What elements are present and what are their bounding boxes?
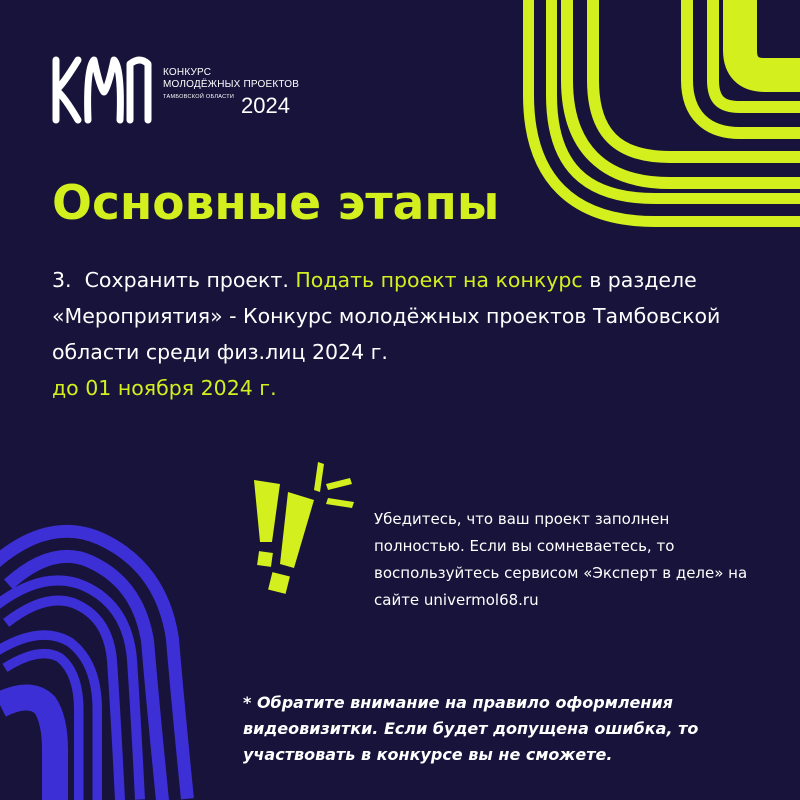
exclamation-icon <box>250 458 360 598</box>
step-deadline: до 01 ноября 2024 г. <box>52 376 277 400</box>
logo-region: ТАМБОВСКОЙ ОБЛАСТИ <box>163 94 235 100</box>
step-text-1: Сохранить проект. <box>84 268 289 292</box>
page-title: Основные этапы <box>52 176 500 231</box>
step-text-2: в разделе «Мероприятия» - Конкурс молодёжных проектов Тамбовской области среди физ.лиц 2024 г. <box>52 268 721 364</box>
step-paragraph <box>52 262 752 406</box>
logo-mark <box>48 48 158 128</box>
logo-line-1: КОНКУРС <box>163 67 212 78</box>
footnote: * Обратите внимание на правило оформления видеовизитки. Если будет допущена ошибка, то участвовать в конкурсе вы не сможете. <box>243 693 699 764</box>
warning-text: Убедитесь, что ваш проект заполнен полностью. Если вы сомневаетесь, то воспользуйтесь сервисом «Эксперт в деле» на сайте univermol68.ru <box>374 510 748 609</box>
logo-line-2: МОЛОДЁЖНЫХ ПРОЕКТОВ <box>163 79 300 90</box>
step-number: 3. <box>52 268 72 292</box>
step-highlight-submit: Подать проект на конкурс <box>295 268 583 292</box>
kmp-logo-icon <box>48 48 158 128</box>
logo-year: 2024 <box>241 93 290 118</box>
